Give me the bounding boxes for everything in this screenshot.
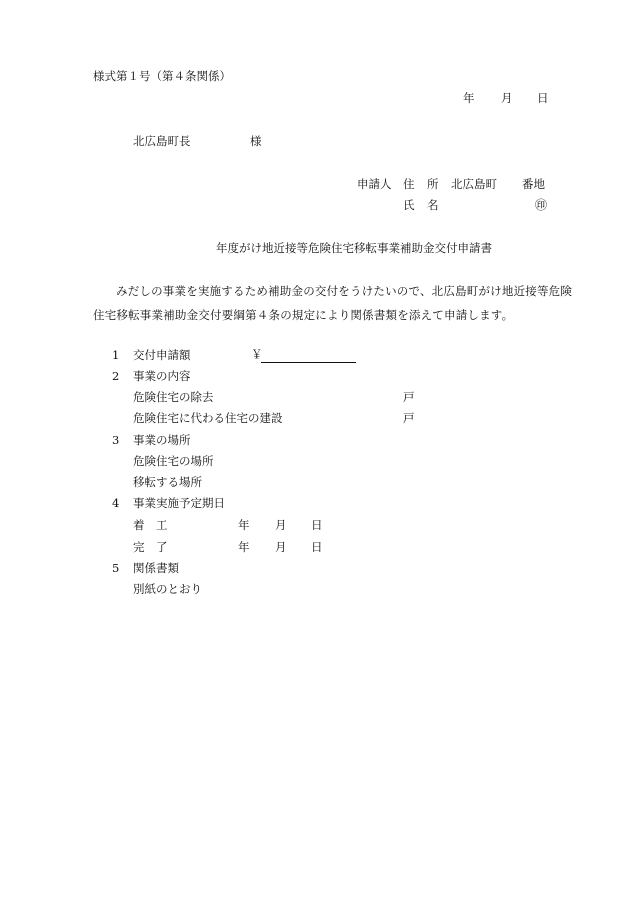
- end-year: 年: [238, 540, 250, 554]
- start-year: 年: [238, 518, 250, 532]
- start-day: 日: [311, 518, 323, 532]
- item3-sub2: 移転する場所: [133, 475, 202, 489]
- addressee-name: 北広島町長: [133, 134, 191, 148]
- item3-label: 事業の場所: [133, 433, 191, 447]
- item1-label: 交付申請額: [133, 348, 191, 362]
- date-year-label: 年: [463, 91, 475, 105]
- body-text: みだしの事業を実施するため補助金の交付をうけたいので、北広島町がけ地近接等危険住宅移転事業補助金交付要綱第４条の規定により関係書類を添えて申請します。: [93, 284, 573, 322]
- start-month: 月: [275, 518, 287, 532]
- end-label-2: 了: [156, 540, 168, 554]
- date-day-label: 日: [537, 91, 549, 105]
- item2-sub2-unit: 戸: [403, 411, 415, 425]
- item5-label: 関係書類: [133, 561, 179, 575]
- item3-sub1: 危険住宅の場所: [133, 454, 214, 468]
- form-number: 様式第１号（第４条関係）: [93, 69, 231, 83]
- address-label-2: 所: [427, 177, 439, 191]
- item3-number: 3: [112, 433, 120, 447]
- start-label-1: 着: [133, 518, 145, 532]
- item2-label: 事業の内容: [133, 369, 191, 383]
- document-title: 年度がけ地近接等危険住宅移転事業補助金交付申請書: [216, 241, 492, 255]
- item5-number: 5: [112, 561, 120, 575]
- address-label-1: 住: [403, 177, 415, 191]
- end-label-1: 完: [133, 540, 145, 554]
- addressee-honorific: 様: [250, 134, 262, 148]
- item2-sub1: 危険住宅の除去: [133, 390, 214, 404]
- item4-label: 事業実施予定期日: [133, 496, 225, 510]
- date-month-label: 月: [501, 91, 513, 105]
- body-paragraph: [93, 279, 581, 327]
- item5-sub1: 別紙のとおり: [133, 582, 202, 596]
- item1-number: 1: [112, 348, 120, 362]
- name-label-1: 氏: [403, 198, 415, 212]
- start-label-2: 工: [156, 518, 168, 532]
- end-day: 日: [311, 540, 323, 554]
- name-label-2: 名: [427, 198, 439, 212]
- amount-line: [261, 362, 356, 363]
- item1-yen: ￥: [251, 347, 263, 361]
- item2-sub2: 危険住宅に代わる住宅の建設: [133, 411, 283, 425]
- applicant-label: 申請人: [357, 177, 392, 191]
- item2-number: 2: [112, 369, 120, 383]
- address-town: 北広島町: [451, 177, 497, 191]
- address-banchi: 番地: [522, 177, 545, 191]
- end-month: 月: [275, 540, 287, 554]
- seal-mark: ㊞: [535, 198, 548, 212]
- item4-number: 4: [112, 496, 120, 510]
- item2-sub1-unit: 戸: [403, 390, 415, 404]
